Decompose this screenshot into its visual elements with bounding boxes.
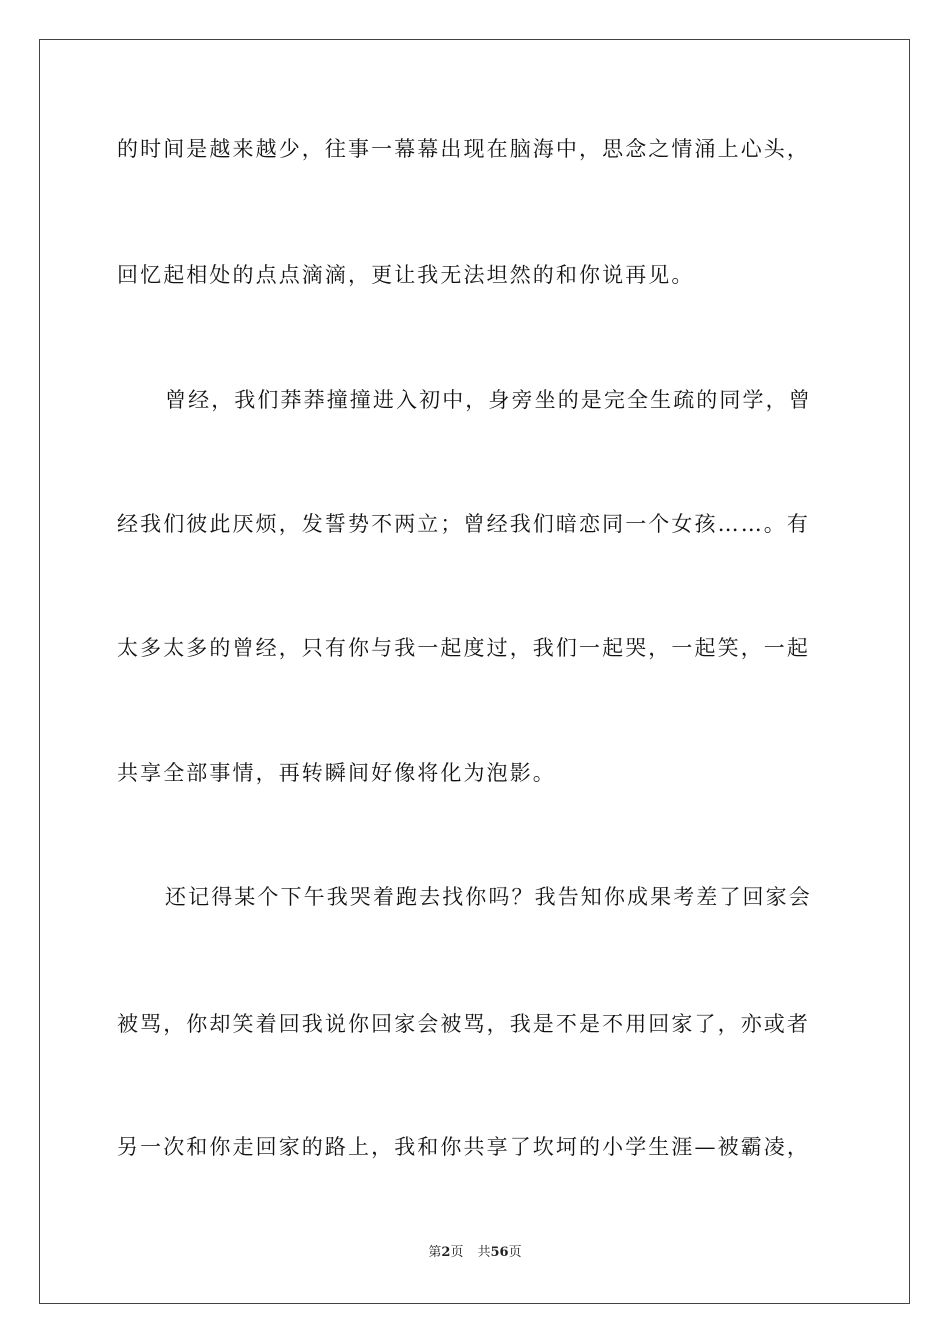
page-prefix: 第	[428, 1245, 442, 1260]
page-number: 2	[441, 1245, 451, 1260]
text-line-9: 另一次和你走回家的路上，我和你共享了坎坷的小学生涯—被霸凌，	[117, 1135, 810, 1159]
text-line-4: 经我们彼此厌烦，发誓势不两立；曾经我们暗恋同一个女孩……。有	[117, 512, 810, 536]
text-line-2: 回忆起相处的点点滴滴，更让我无法坦然的和你说再见。	[117, 263, 695, 287]
total-suffix: 页	[508, 1245, 522, 1260]
page-suffix: 页	[450, 1245, 464, 1260]
text-line-7: 还记得某个下午我哭着跑去找你吗？我告知你成果考差了回家会	[165, 885, 812, 909]
text-line-3: 曾经，我们莽莽撞撞进入初中，身旁坐的是完全生疏的同学，曾	[165, 388, 812, 412]
text-line-1: 的时间是越来越少，往事一幕幕出现在脑海中，思念之情涌上心头，	[117, 137, 810, 161]
text-line-8: 被骂，你却笑着回我说你回家会被骂，我是不是不用回家了，亦或者	[117, 1012, 810, 1036]
page-footer	[0, 1244, 950, 1262]
page-border	[39, 39, 910, 1304]
total-pages: 56	[490, 1245, 509, 1260]
text-line-6: 共享全部事情，再转瞬间好像将化为泡影。	[117, 761, 556, 785]
total-prefix: 共	[477, 1245, 491, 1260]
text-line-5: 太多太多的曾经，只有你与我一起度过，我们一起哭，一起笑，一起	[117, 636, 810, 660]
